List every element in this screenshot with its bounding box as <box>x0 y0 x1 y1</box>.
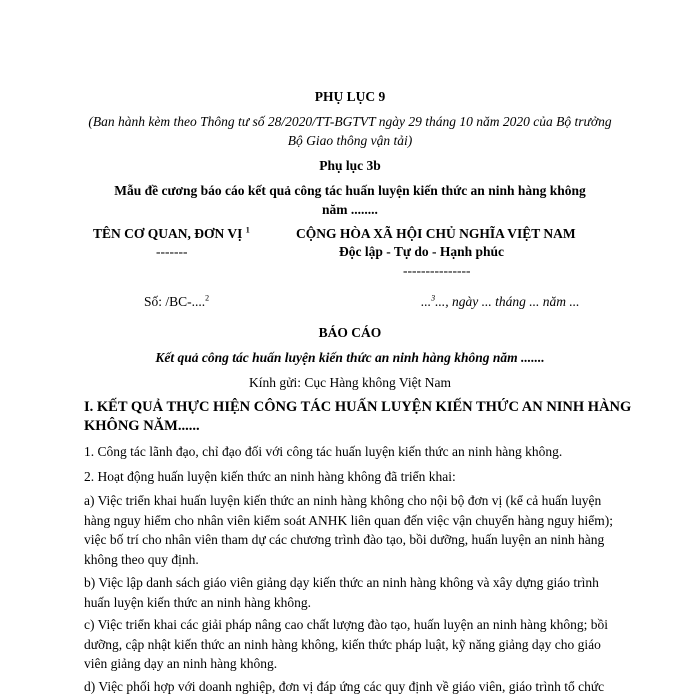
place-footnote-mark: 3 <box>431 293 436 303</box>
agency-rule: ------- <box>156 244 188 259</box>
section1-heading-line2: KHÔNG NĂM...... <box>84 418 200 434</box>
item-d: d) Việc phối hợp với doanh nghiệp, đơn vị đáp ứng các quy định về giáo viên, giáo trình tổ chức <box>84 679 605 694</box>
motto-rule: --------------- <box>403 263 471 278</box>
report-title: BÁO CÁO <box>318 325 382 340</box>
item-2: 2. Hoạt động huấn luyện kiến thức an ninh hàng không đã triển khai: <box>84 469 456 484</box>
form-title-line1: Mẫu đề cương báo cáo kết quả công tác huấn luyện kiến thức an ninh hàng không <box>114 183 586 198</box>
report-number: Số: /BC-....$^2$ <box>144 293 210 309</box>
item-b: b) Việc lập danh sách giáo viên giảng dạy kiến thức an ninh hàng không và xây dựng giáo trình huấn luyện kiến thức an ninh hàng không. <box>84 575 599 610</box>
agency-footnote-mark: 1 <box>245 225 250 235</box>
issued-note-line2: Bộ Giao thông vận tải) <box>287 133 413 148</box>
appendix-subtitle: Phụ lục 3b <box>319 158 381 173</box>
item-1: 1. Công tác lãnh đạo, chỉ đạo đối với công tác huấn luyện kiến thức an ninh hàng không. <box>84 444 563 459</box>
agency-name: TÊN CƠ QUAN, ĐƠN VỊ $^1$ <box>93 225 250 241</box>
form-title-line2: năm ........ <box>322 202 378 217</box>
report-recipient: Kính gửi: Cục Hàng không Việt Nam <box>249 375 451 390</box>
report-subject: Kết quả công tác huấn luyện kiến thức an ninh hàng không năm ....... <box>155 350 545 365</box>
appendix-title: PHỤ LỤC 9 <box>314 89 386 104</box>
national-motto: Độc lập - Tự do - Hạnh phúc <box>339 244 505 259</box>
place-date: ...$^3$..., ngày ... tháng ... năm ... <box>421 293 580 309</box>
national-title: CỘNG HÒA XÃ HỘI CHỦ NGHĨA VIỆT NAM <box>296 226 576 241</box>
issued-note-line1: (Ban hành kèm theo Thông tư số 28/2020/TT-BGTVT ngày 29 tháng 10 năm 2020 của Bộ trưởng <box>88 114 612 129</box>
number-footnote-mark: 2 <box>205 293 210 303</box>
item-a: a) Việc triển khai huấn luyện kiến thức an ninh hàng không cho nội bộ đơn vị (kể cả huấn luyện hàng nguy hiểm cho nhân viên kiểm soát ANHK liên quan đến việc vận chuyển hàng nguy hiểm); việc bố trí cho nhân viên tham dự các chương trình đào tạo, bồi dưỡng, huấn luyện an ninh hàng không theo quy định. <box>84 493 613 567</box>
section1-heading-line1: I. KẾT QUẢ THỰC HIỆN CÔNG TÁC HUẤN LUYỆN KIẾN THỨC AN NINH HÀNG <box>84 399 632 415</box>
item-c: c) Việc triển khai các giải pháp nâng cao chất lượng đào tạo, huấn luyện an ninh hàng không; bồi dưỡng, cập nhật kiến thức an ninh hàng không, kiến thức pháp luật, kỹ năng giảng dạy cho giáo viên giảng dạy an ninh hàng không. <box>84 617 608 671</box>
